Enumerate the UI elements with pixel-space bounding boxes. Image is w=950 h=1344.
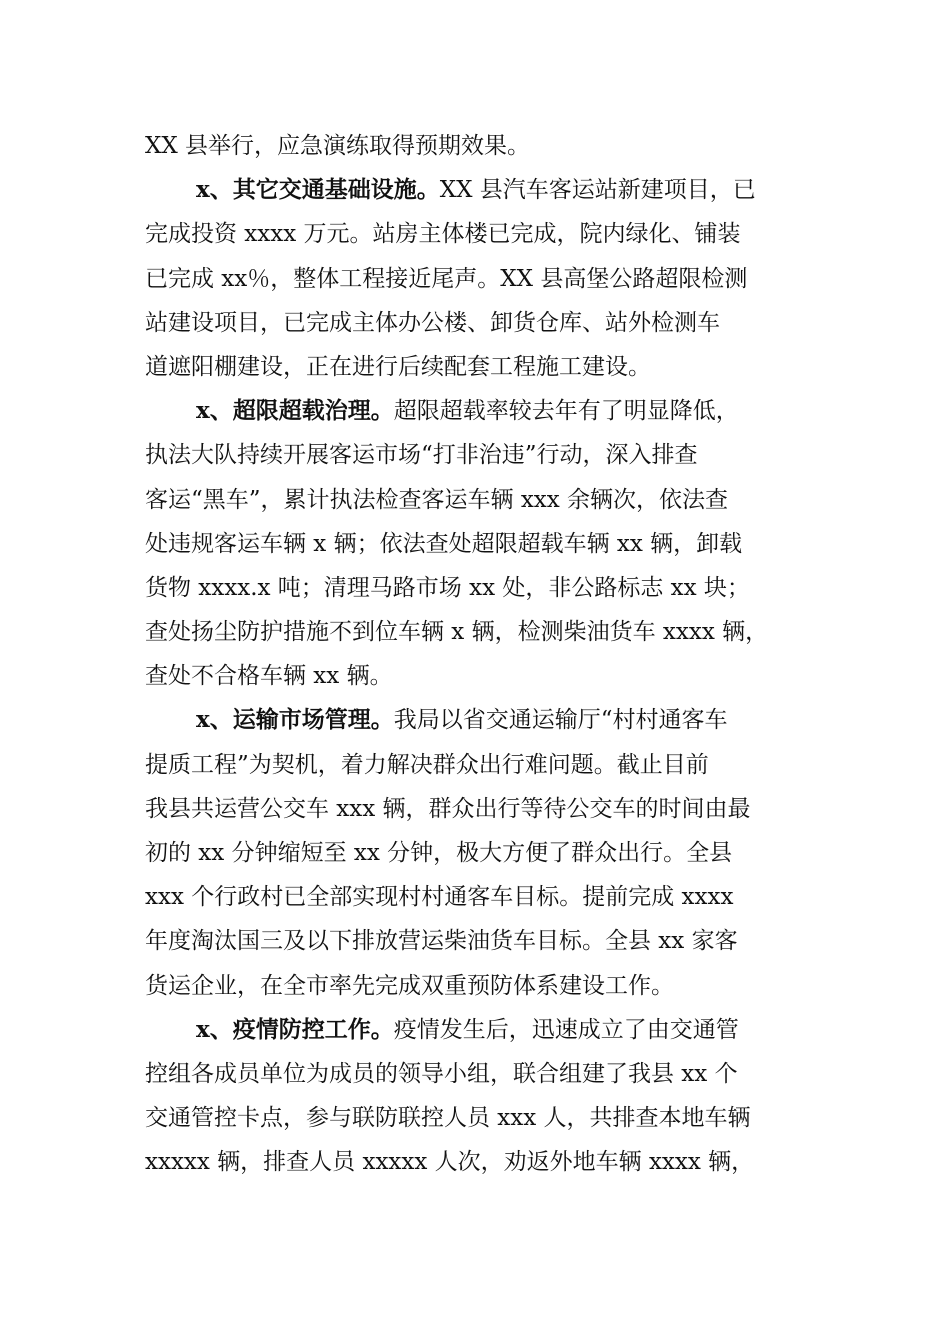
text-line: 提质工程”为契机，着力解决群众出行难问题。截止目前	[145, 751, 709, 778]
text-line: 执法大队持续开展客运市场“打非治违”行动，深入排查	[145, 442, 698, 469]
text-run: 我局以省交通运输厅“村村通客车	[393, 707, 728, 734]
text-line: 我县共运营公交车 xxx 辆，群众出行等待公交车的时间由最	[145, 795, 751, 822]
text-line: 控组各成员单位为成员的领导小组，联合组建了我县 xx 个	[145, 1060, 738, 1087]
paragraph-epidemic-control	[145, 1008, 825, 1185]
text-line: XX 县举行，应急演练取得预期效果。	[145, 133, 531, 159]
text-run: 疫情发生后，迅速成立了由交通管	[393, 1016, 739, 1043]
section-heading: x、运输市场管理。	[196, 706, 394, 734]
section-heading: x、其它交通基础设施。	[196, 176, 440, 204]
text-line: 货物 xxxx.x 吨；清理马路市场 xx 处，非公路标志 xx 块；	[145, 574, 750, 601]
text-line: 完成投资 xxxx 万元。站房主体楼已完成，院内绿化、铺装	[145, 221, 741, 248]
text-line: xxxxx 辆，排查人员 xxxxx 人次，劝返外地车辆 xxxx 辆，	[145, 1149, 755, 1176]
text-line	[145, 698, 825, 742]
paragraph-infrastructure	[145, 168, 825, 389]
text-line: 处违规客运车辆 x 辆；依法查处超限超载车辆 xx 辆，卸载	[145, 530, 743, 557]
text-line: 年度淘汰国三及以下排放营运柴油货车目标。全县 xx 家客	[145, 928, 738, 955]
text-line: 查处不合格车辆 xx 辆。	[145, 663, 393, 690]
text-line: 站建设项目，已完成主体办公楼、卸货仓库、站外检测车	[145, 309, 720, 336]
text-line	[145, 1008, 825, 1052]
text-run: XX 县汽车客运站新建项目，已	[439, 177, 756, 204]
text-line: 道遮阳棚建设，正在进行后续配套工程施工建设。	[145, 353, 651, 380]
section-heading: x、超限超载治理。	[196, 397, 394, 425]
text-line: xxx 个行政村已全部实现村村通客车目标。提前完成 xxxx	[145, 884, 734, 911]
document-body	[145, 124, 825, 1185]
text-line	[145, 168, 825, 212]
text-line: 交通管控卡点，参与联防联控人员 xxx 人，共排查本地车辆	[145, 1105, 751, 1132]
text-line: 初的 xx 分钟缩短至 xx 分钟，极大方便了群众出行。全县	[145, 840, 733, 866]
text-line: 查处扬尘防护措施不到位车辆 x 辆，检测柴油货车 xxxx 辆，	[145, 619, 769, 646]
text-run: 超限超载率较去年有了明显降低，	[393, 398, 739, 425]
text-line	[145, 389, 825, 433]
text-line: 客运“黑车”，累计执法检查客运车辆 xxx 余辆次，依法查	[145, 486, 729, 513]
section-heading: x、疫情防控工作。	[196, 1015, 394, 1043]
paragraph-overload-control	[145, 389, 825, 698]
text-line: 已完成 xx％，整体工程接近尾声。XX 县高堡公路超限检测	[145, 265, 748, 292]
paragraph-continuation	[145, 124, 825, 168]
text-line: 货运企业，在全市率先完成双重预防体系建设工作。	[145, 972, 674, 999]
paragraph-transport-market	[145, 698, 825, 1007]
